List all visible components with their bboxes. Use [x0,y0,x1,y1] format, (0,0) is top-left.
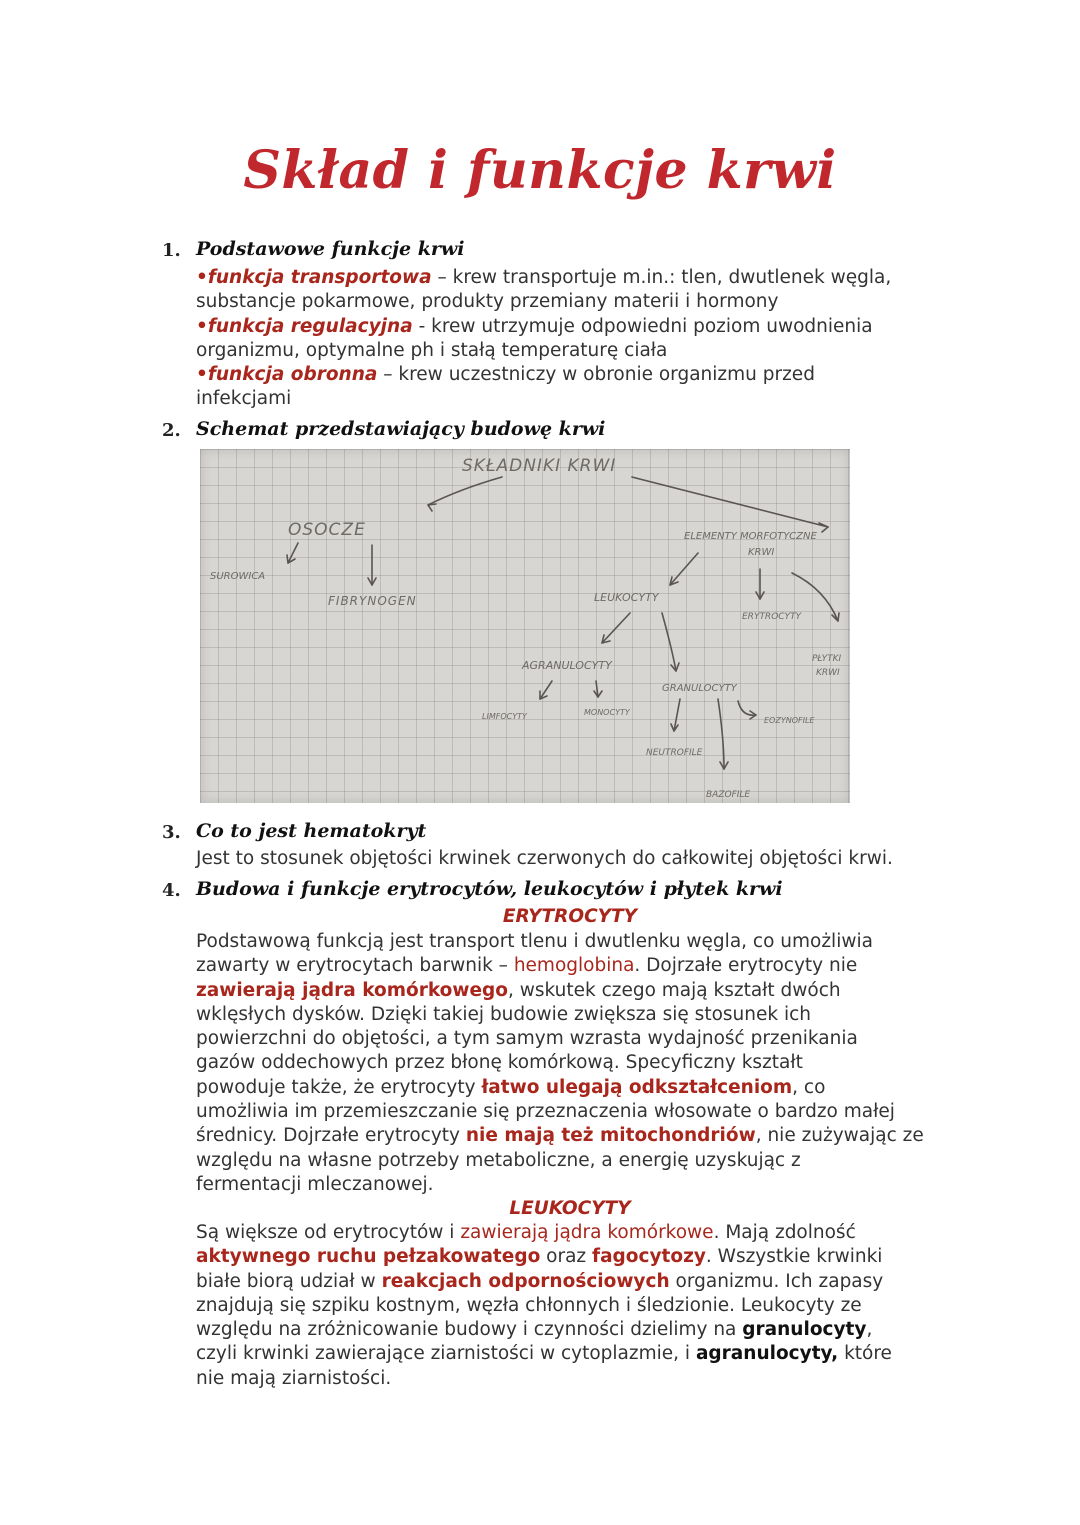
section-2-heading: Schemat przedstawiający budowę krwi [196,418,606,440]
leu-text: organizmu. Ich zapasy [669,1270,884,1292]
leukocytes-title: LEUKOCYTY [509,1198,631,1219]
function-defensive-term: •funkcja obronna [196,364,378,386]
diagram-lymphocytes-label: LIMFOCYTY [482,712,527,721]
leu-line: nie mają ziarnistości. [196,1367,392,1389]
arrow-gran-baso [718,699,724,769]
diagram-platelets-label-1: PŁYTKI [812,654,842,664]
function-transport-text: – krew transportuje m.in.: tlen, dwutlenek węgla, [431,267,892,288]
function-regulatory-text: - krew utrzymuje odpowiedni poziom uwodnienia [412,315,873,337]
erythrocytes-paragraph [196,930,956,1197]
diagram-fibrinogen-label: FIBRYNOGEN [328,594,417,608]
diagram-eosinophils-label: EOZYNOFILE [764,716,815,725]
leu-highlight: reakcjach odpornościowych [381,1270,670,1292]
arrow-root-plasma [428,477,502,505]
hematocrit-text: Jest to stosunek objętości krwinek czerwonych do całkowitej objętości krwi. [196,848,893,869]
ery-line [196,954,956,978]
diagram-monocytes-label: MONOCYTY [584,708,630,717]
ery-highlight: łatwo ulegają odkształceniom [481,1076,793,1098]
section-3-heading: Co to jest hematokryt [196,820,427,842]
function-regulatory-term: •funkcja regulacyjna [196,315,413,337]
ery-text: , nie zużywając ze [755,1125,924,1147]
leu-text: oraz [540,1246,593,1268]
leu-highlight: aktywnego ruchu pełzakowatego [196,1246,541,1268]
ery-text: . Dojrzałe erytrocyty nie [634,955,858,977]
arrow-leuko-gran [662,613,676,671]
diagram-drawing [200,449,850,803]
leu-line [196,1245,956,1269]
ery-text: średnicy. Dojrzałe erytrocyty [196,1125,466,1147]
leu-line [196,1270,956,1294]
ery-line: wklęsłych dysków. Dzięki takiej budowie zwiększa się stosunek ich [196,1003,811,1025]
function-transport-term: •funkcja transportowa [196,267,432,288]
function-defensive-text: – krew uczestniczy w obronie organizmu przed [377,364,815,386]
ery-line: powierzchni do objętości, a tym samym wzrasta wydajność przenikania [196,1028,858,1050]
ery-highlight: zawierają jądra komórkowego [196,979,508,1001]
leu-line [196,1342,956,1366]
arrow-formed-leukocytes [670,553,698,585]
leu-text: , [866,1319,873,1341]
diagram-leukocytes-label: LEUKOCYTY [594,591,659,604]
leu-text: . Wszystkie krwinki [705,1246,883,1268]
function-defensive-line-2: infekcjami [196,388,292,410]
arrow-leuko-agran [602,613,630,643]
diagram-neutrophils-label: NEUTROFILE [646,748,703,758]
leu-line [196,1318,956,1342]
diagram-formed-label-1: ELEMENTY MORFOTYCZNE [684,531,817,542]
diagram-root-label: SKŁADNIKI KRWI [462,456,617,476]
section-4-heading: Budowa i funkcje erytrocytów, leukocytów i płytek krwi [196,878,783,900]
diagram-plasma-label: OSOCZE [288,520,366,540]
ery-line [196,979,956,1003]
ery-line: fermentacji mleczanowej. [196,1173,434,1195]
diagram-formed-label-2: KRWI [748,547,775,558]
page-title: Skład i funkcje krwi [243,140,837,201]
leu-text: względu na zróżnicowanie budowy i czynności dzielimy na [196,1319,743,1341]
diagram-serum-label: SUROWICA [210,571,266,582]
ery-text: powoduje także, że erytrocyty [196,1076,482,1098]
ery-highlight: nie mają też mitochondriów [465,1125,756,1147]
blood-composition-diagram [200,449,850,803]
ery-text: zawarty w erytrocytach barwnik – [196,955,514,977]
leu-highlight: fagocytozy [592,1246,706,1268]
leu-text: czyli krwinki zawierające ziarnistości w cytoplazmie, i [196,1343,696,1365]
section-2-number: 2. [162,420,181,441]
section-3-number: 3. [162,822,181,843]
ery-line: gazów oddechowych przez błonę komórkową. Specyficzny kształt [196,1052,803,1074]
leu-bold: agranulocyty, [695,1343,839,1365]
ery-text: , co [792,1076,826,1098]
arrow-root-formed [632,477,828,527]
diagram-platelets-label-2: KRWI [816,668,840,678]
ery-line [196,1076,956,1100]
ery-highlight: hemoglobina [513,955,635,977]
ery-line: Podstawową funkcją jest transport tlenu i dwutlenku węgla, co umożliwia [196,931,873,952]
function-transport-line-2: substancje pokarmowe, produkty przemiany materii i hormony [196,291,779,313]
leukocytes-paragraph [196,1221,956,1391]
leu-line [196,1221,956,1245]
section-1-number: 1. [162,240,181,261]
ery-text: , wskutek czego mają kształt dwóch [507,979,841,1001]
leu-text: białe biorą udział w [196,1270,382,1292]
functions-list [196,266,956,412]
diagram-granulocytes-label: GRANULOCYTY [662,683,737,694]
leu-line: znajdują się szpiku kostnym, węzła chłonnych i śledzionie. Leukocyty ze [196,1294,862,1316]
leu-highlight: zawierają jądra komórkowe [460,1222,714,1243]
function-regulatory-line [196,315,956,339]
diagram-erythrocytes-label: ERYTROCYTY [742,612,802,622]
ery-line: umożliwia im przemieszczanie się przeznaczenia włosowate o bardzo małej [196,1101,895,1123]
section-1-heading: Podstawowe funkcje krwi [196,238,465,260]
section-4-number: 4. [162,880,181,901]
function-transport-line [196,266,956,290]
erythrocytes-title: ERYTROCYTY [502,906,638,927]
leu-text: Są większe od erytrocytów i [196,1222,461,1243]
diagram-basophils-label: BAZOFILE [706,790,751,800]
hematocrit-definition [196,847,956,871]
ery-line: względu na własne potrzeby metaboliczne, a energię uzyskując z [196,1149,801,1171]
leu-bold: granulocyty [742,1319,867,1341]
leu-text: . Mają zdolność [713,1222,856,1243]
diagram-agranulocytes-label: AGRANULOCYTY [522,659,612,672]
ery-line [196,1124,956,1148]
function-regulatory-line-2: organizmu, optymalne ph i stałą temperaturę ciała [196,339,668,361]
function-defensive-line [196,363,956,387]
leu-text: które [838,1343,892,1365]
